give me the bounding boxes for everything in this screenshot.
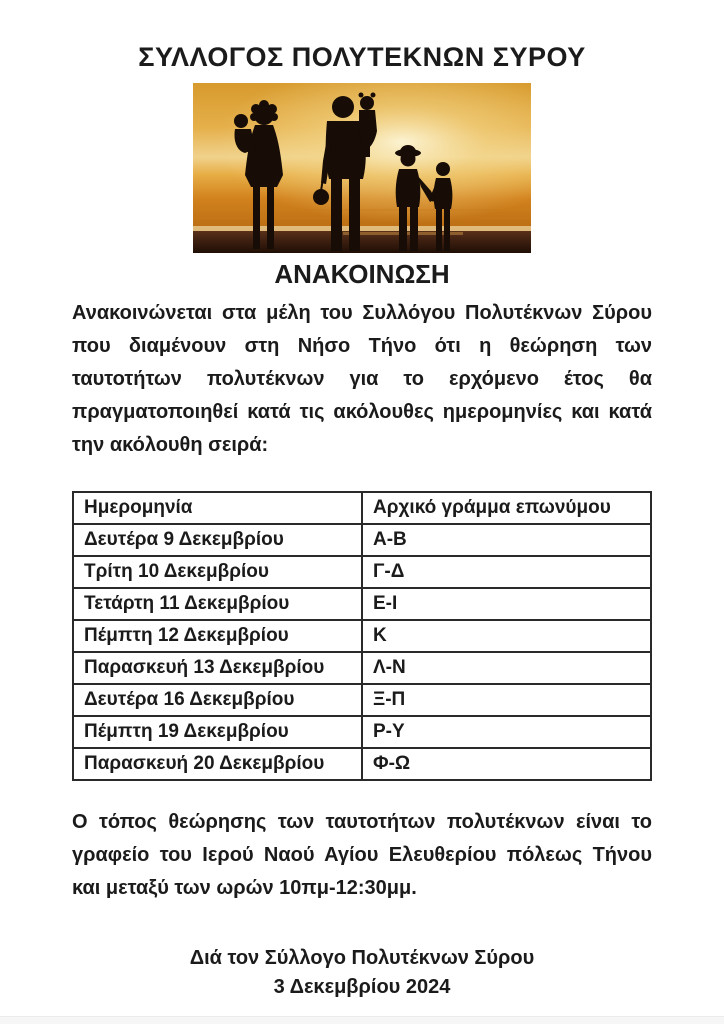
date-cell: Πέμπτη 12 Δεκεμβρίου bbox=[73, 620, 362, 652]
letter-cell: Α-Β bbox=[362, 524, 651, 556]
signature-block bbox=[72, 947, 652, 999]
schedule-table bbox=[72, 491, 652, 781]
date-cell: Δευτέρα 16 Δεκεμβρίου bbox=[73, 684, 362, 716]
header-initial-letter: Αρχικό γράμμα επωνύμου bbox=[362, 492, 651, 524]
table-row bbox=[73, 652, 651, 684]
letter-cell: Λ-Ν bbox=[362, 652, 651, 684]
date-cell: Παρασκευή 13 Δεκεμβρίου bbox=[73, 652, 362, 684]
signature-line: Διά τον Σύλλογο Πολυτέκνων Σύρου bbox=[189, 947, 535, 969]
letter-cell: Ρ-Υ bbox=[362, 716, 651, 748]
letter-cell: Γ-Δ bbox=[362, 556, 651, 588]
page-title: ΣΥΛΛΟΓΟΣ ΠΟΛΥΤΕΚΝΩΝ ΣΥΡΟΥ bbox=[138, 42, 586, 72]
table-row bbox=[73, 748, 651, 780]
table-row bbox=[73, 524, 651, 556]
letter-cell: Ε-Ι bbox=[362, 588, 651, 620]
announcement-heading: ΑΝΑΚΟΙΝΩΣΗ bbox=[274, 259, 450, 289]
date-cell: Τρίτη 10 Δεκεμβρίου bbox=[73, 556, 362, 588]
intro-paragraph: Ανακοινώνεται στα μέλη του Συλλόγου Πολυτέκνων Σύρου που διαμένουν στη Νήσο Τήνο ότι η θεώρηση των ταυτοτήτων πολυτέκνων για το ερχόμενο έτος θα πραγματοποιηθεί κατά τις ακόλουθες ημερομηνίες και κατά την ακόλουθη σειρά: bbox=[72, 302, 652, 456]
table-row bbox=[73, 620, 651, 652]
date-cell: Δευτέρα 9 Δεκεμβρίου bbox=[73, 524, 362, 556]
date-cell: Παρασκευή 20 Δεκεμβρίου bbox=[73, 748, 362, 780]
letter-cell: Κ bbox=[362, 620, 651, 652]
date-line: 3 Δεκεμβρίου 2024 bbox=[273, 976, 451, 998]
table-row bbox=[73, 588, 651, 620]
location-paragraph: Ο τόπος θεώρησης των ταυτοτήτων πολυτέκνων είναι το γραφείο του Ιερού Ναού Αγίου Ελευθερίου πόλεως Τήνου και μεταξύ των ωρών 10πμ-12:30μμ. bbox=[72, 811, 652, 899]
table-row bbox=[73, 716, 651, 748]
letter-cell: Ξ-Π bbox=[362, 684, 651, 716]
family-silhouette-sunset-image bbox=[193, 83, 531, 253]
letter-cell: Φ-Ω bbox=[362, 748, 651, 780]
table-row bbox=[73, 684, 651, 716]
header-date: Ημερομηνία bbox=[73, 492, 362, 524]
date-cell: Πέμπτη 19 Δεκεμβρίου bbox=[73, 716, 362, 748]
date-cell: Τετάρτη 11 Δεκεμβρίου bbox=[73, 588, 362, 620]
page-bottom-edge bbox=[0, 1016, 724, 1024]
table-header-row bbox=[73, 492, 651, 524]
table-row bbox=[73, 556, 651, 588]
